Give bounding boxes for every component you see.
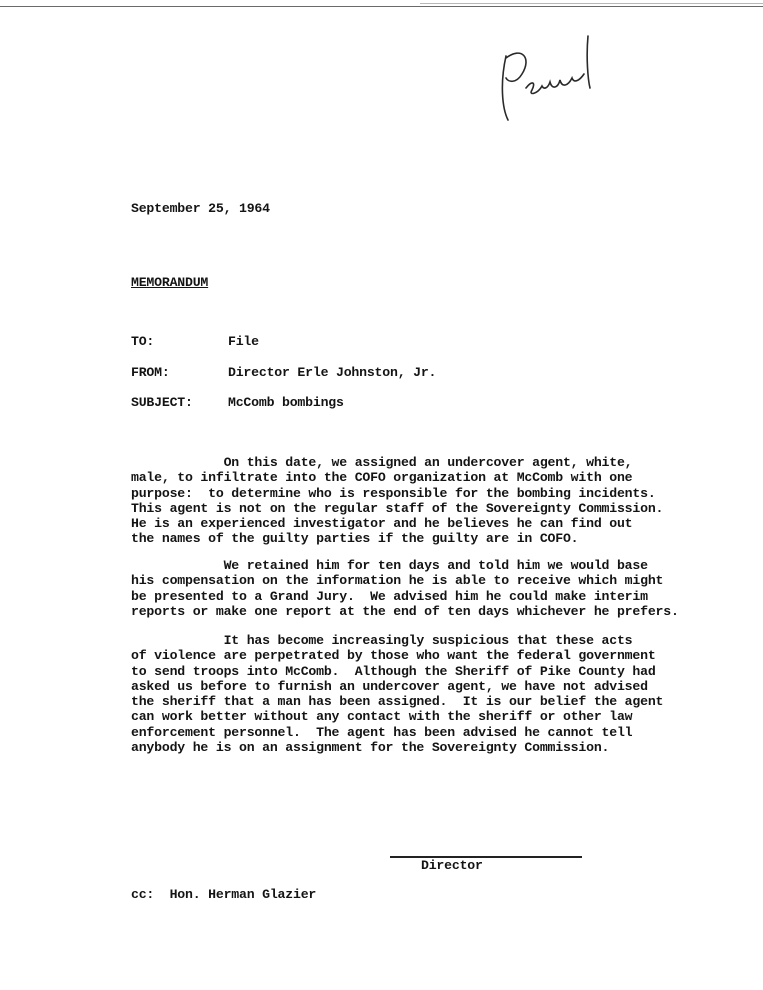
- paragraph-line: purpose: to determine who is responsible for the bombing incidents.: [131, 485, 656, 501]
- to-label: TO:: [131, 334, 155, 349]
- signature-line: [390, 856, 582, 858]
- paragraph-line: reports or make one report at the end of ten days whichever he prefers.: [131, 603, 679, 619]
- paragraph-line: enforcement personnel. The agent has been advised he cannot tell: [131, 724, 633, 740]
- to-value: File: [228, 334, 259, 349]
- paragraph-line: to send troops into McComb. Although the Sheriff of Pike County had: [131, 663, 656, 679]
- handwritten-permanent-note: [492, 28, 602, 128]
- paragraph-line: the sheriff that a man has been assigned. It is our belief the agent: [131, 694, 664, 710]
- paragraph-line: On this date, we assigned an undercover agent, white,: [131, 455, 633, 470]
- paragraph-line: can work better without any contact with the sheriff or other law: [131, 709, 633, 725]
- paragraph-line: be presented to a Grand Jury. We advised him he could make interim: [131, 588, 648, 604]
- paragraph-line: his compensation on the information he is able to receive which might: [131, 573, 664, 589]
- paragraph-line: asked us before to furnish an undercover agent, we have not advised: [131, 678, 648, 694]
- paragraph-line: of violence are perpetrated by those who want the federal government: [131, 648, 656, 664]
- paragraph-line: This agent is not on the regular staff of the Sovereignty Commission.: [131, 500, 664, 516]
- from-label: FROM:: [131, 365, 170, 380]
- paragraph-1: [131, 455, 664, 547]
- signature-title: Director: [421, 858, 483, 873]
- top-edge-line: [0, 6, 763, 7]
- from-value: Director Erle Johnston, Jr.: [228, 365, 437, 380]
- subject-label: SUBJECT:: [131, 395, 193, 410]
- memo-heading: MEMORANDUM: [131, 275, 209, 290]
- top-edge-faint-line: [420, 3, 763, 4]
- paragraph-3: [131, 633, 664, 756]
- paragraph-line: male, to infiltrate into the COFO organization at McComb with one: [131, 470, 633, 486]
- paragraph-line: He is an experienced investigator and he believes he can find out: [131, 516, 633, 532]
- subject-value: McComb bombings: [228, 395, 344, 410]
- paragraph-line: anybody he is on an assignment for the Sovereignty Commission.: [131, 740, 610, 756]
- paragraph-line: It has become increasingly suspicious that these acts: [131, 633, 633, 648]
- memo-date: September 25, 1964: [131, 201, 270, 216]
- paragraph-line: the names of the guilty parties if the guilty are in COFO.: [131, 531, 579, 547]
- paragraph-line: We retained him for ten days and told him we would base: [131, 558, 648, 573]
- cc-line: cc: Hon. Herman Glazier: [131, 887, 317, 902]
- paragraph-2: [131, 558, 679, 619]
